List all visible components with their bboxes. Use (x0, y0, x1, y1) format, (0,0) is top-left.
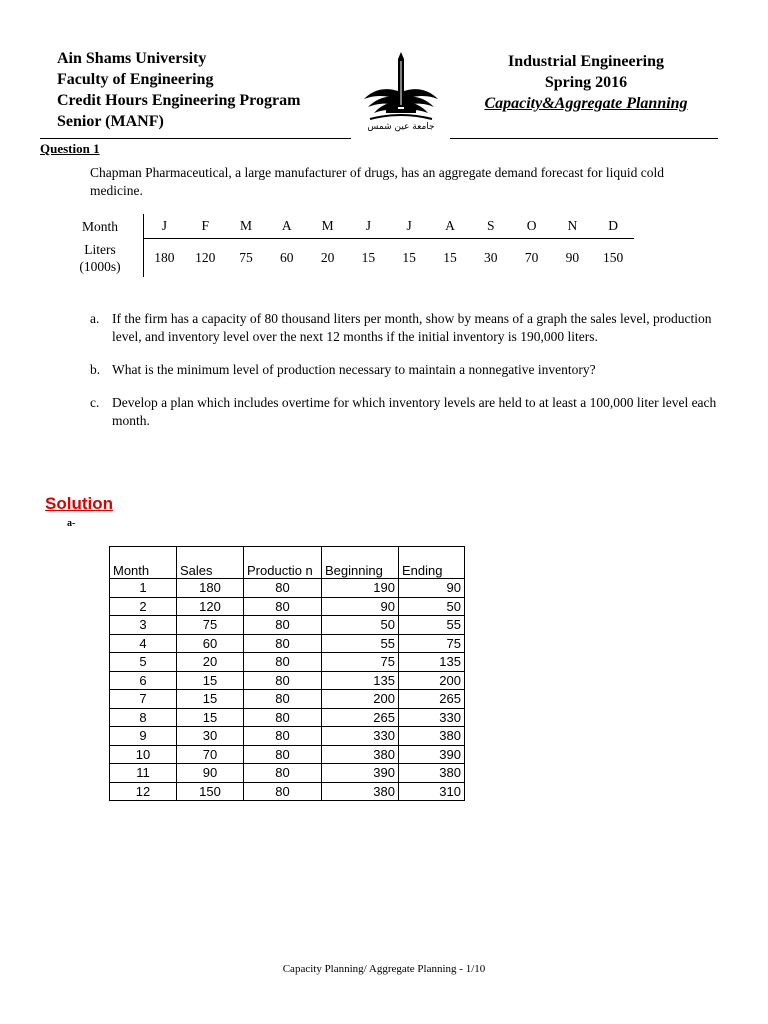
table-cell: 75 (177, 616, 244, 635)
table-row (110, 690, 465, 709)
table-cell: 390 (322, 764, 399, 783)
month-cell: J (389, 214, 430, 239)
table-cell: 380 (399, 764, 465, 783)
question-intro: Chapman Pharmaceutical, a large manufacturer of drugs, has an aggregate demand forecast for liquid cold medicine. (90, 165, 665, 198)
program-name: Credit Hours Engineering Program (57, 92, 301, 109)
part-text: Develop a plan which includes overtime for which inventory levels are held to at least a 100,000 liter level each month. (112, 395, 717, 428)
liters-cell: 180 (154, 249, 175, 265)
table-row (110, 745, 465, 764)
term-name: Spring 2016 (544, 74, 628, 91)
column-header: Beginning (322, 547, 399, 579)
table-cell: 15 (177, 671, 244, 690)
table-cell: 80 (244, 727, 322, 746)
liters-cell: 120 (195, 249, 216, 265)
liters-cell: 30 (484, 249, 498, 265)
table-cell: 75 (399, 634, 465, 653)
month-cell: F (185, 214, 226, 239)
liters-cell: 150 (603, 249, 624, 265)
table-cell: 120 (177, 597, 244, 616)
table-cell: 200 (322, 690, 399, 709)
table-cell: 2 (110, 597, 177, 616)
liters-cell: 60 (280, 249, 294, 265)
table-row (110, 708, 465, 727)
table-cell: 80 (244, 671, 322, 690)
question-part-c (90, 394, 730, 430)
table-cell: 10 (110, 745, 177, 764)
table-cell: 310 (399, 782, 465, 801)
table-cell: 90 (177, 764, 244, 783)
column-header: Ending (399, 547, 465, 579)
table-cell: 80 (244, 579, 322, 598)
part-text: What is the minimum level of production necessary to maintain a nonnegative inventory? (112, 362, 596, 377)
table-cell: 60 (177, 634, 244, 653)
question-parts (90, 310, 730, 445)
table-cell: 265 (322, 708, 399, 727)
university-header (57, 48, 300, 132)
table-cell: 80 (244, 653, 322, 672)
table-cell: 180 (177, 579, 244, 598)
table-header-row (110, 547, 465, 579)
table-row (110, 616, 465, 635)
table-cell: 90 (322, 597, 399, 616)
column-header: Sales (177, 547, 244, 579)
table-cell: 80 (244, 690, 322, 709)
column-header: Productio n (244, 547, 322, 579)
liters-cell: 15 (402, 249, 416, 265)
part-label: b. (90, 362, 101, 377)
solution-title: Solution (45, 494, 113, 513)
month-cell: M (307, 214, 348, 239)
university-logo (356, 49, 446, 139)
university-name: Ain Shams University (57, 50, 207, 67)
table-row (110, 727, 465, 746)
month-cell: J (144, 214, 185, 239)
table-cell: 80 (244, 782, 322, 801)
table-cell: 390 (399, 745, 465, 764)
page-footer: Capacity Planning/ Aggregate Planning - 1/10 (282, 963, 486, 975)
month-cell: N (552, 214, 593, 239)
liters-cell: 90 (565, 249, 580, 265)
table-cell: 7 (110, 690, 177, 709)
course-header (460, 51, 712, 114)
table-cell: 330 (399, 708, 465, 727)
question-part-a (90, 310, 730, 346)
solution-part-label: a- (67, 518, 76, 529)
table-row (110, 597, 465, 616)
table-row (57, 214, 634, 239)
table-cell: 190 (322, 579, 399, 598)
table-cell: 380 (399, 727, 465, 746)
course-name: Capacity&Aggregate Planning (484, 95, 688, 112)
table-cell: 330 (322, 727, 399, 746)
table-cell: 50 (399, 597, 465, 616)
liters-cell: 70 (524, 249, 539, 265)
table-cell: 4 (110, 634, 177, 653)
part-text: If the firm has a capacity of 80 thousand liters per month, show by means of a graph the sales level, production level, and inventory level over the next 12 months if the initial inventory is 190,000 liters. (112, 311, 712, 344)
logo-arabic-text: جامعة عين شمس (367, 122, 435, 132)
table-cell: 75 (322, 653, 399, 672)
liters-label-line1: Liters (84, 241, 116, 257)
table-cell: 50 (322, 616, 399, 635)
table-cell: 80 (244, 764, 322, 783)
month-cell: S (470, 214, 511, 239)
liters-label (57, 239, 144, 277)
month-cell: M (226, 214, 267, 239)
table-cell: 3 (110, 616, 177, 635)
header-rule-right (450, 138, 718, 139)
table-cell: 150 (177, 782, 244, 801)
table-row (110, 634, 465, 653)
table-row (57, 239, 634, 277)
table-row (110, 782, 465, 801)
header-rule-left (40, 138, 351, 139)
table-cell: 5 (110, 653, 177, 672)
table-row (110, 653, 465, 672)
table-cell: 200 (399, 671, 465, 690)
month-cell: J (348, 214, 389, 239)
liters-cell: 75 (239, 249, 253, 265)
table-cell: 9 (110, 727, 177, 746)
level-name: Senior (MANF) (57, 113, 164, 130)
month-cell: A (266, 214, 307, 239)
table-cell: 80 (244, 708, 322, 727)
faculty-name: Faculty of Engineering (57, 71, 214, 88)
column-header: Month (110, 547, 177, 579)
question-title: Question 1 (40, 141, 100, 156)
table-cell: 70 (177, 745, 244, 764)
liters-cell: 20 (320, 249, 335, 265)
table-cell: 55 (322, 634, 399, 653)
table-cell: 1 (110, 579, 177, 598)
table-cell: 380 (322, 745, 399, 764)
table-cell: 55 (399, 616, 465, 635)
table-cell: 11 (110, 764, 177, 783)
month-cell: O (511, 214, 552, 239)
part-label: a. (90, 311, 100, 326)
table-cell: 80 (244, 634, 322, 653)
table-cell: 8 (110, 708, 177, 727)
table-cell: 380 (322, 782, 399, 801)
table-cell: 30 (177, 727, 244, 746)
department-name: Industrial Engineering (507, 53, 665, 70)
liters-label-line2: (1000s) (79, 258, 121, 274)
table-cell: 15 (177, 690, 244, 709)
solution-table (109, 546, 465, 801)
liters-cell: 15 (443, 249, 457, 265)
table-cell: 135 (399, 653, 465, 672)
month-cell: D (593, 214, 634, 239)
table-cell: 15 (177, 708, 244, 727)
part-label: c. (90, 395, 100, 410)
table-cell: 20 (177, 653, 244, 672)
liters-cell: 15 (361, 249, 376, 265)
table-cell: 90 (399, 579, 465, 598)
table-cell: 80 (244, 616, 322, 635)
table-cell: 6 (110, 671, 177, 690)
table-row (110, 671, 465, 690)
table-cell: 12 (110, 782, 177, 801)
table-cell: 80 (244, 745, 322, 764)
question-part-b (90, 361, 730, 379)
table-cell: 265 (399, 690, 465, 709)
month-cell: A (430, 214, 471, 239)
table-row (110, 579, 465, 598)
month-label: Month (57, 214, 144, 239)
demand-forecast-table (57, 214, 634, 277)
table-cell: 80 (244, 597, 322, 616)
table-cell: 135 (322, 671, 399, 690)
table-row (110, 764, 465, 783)
